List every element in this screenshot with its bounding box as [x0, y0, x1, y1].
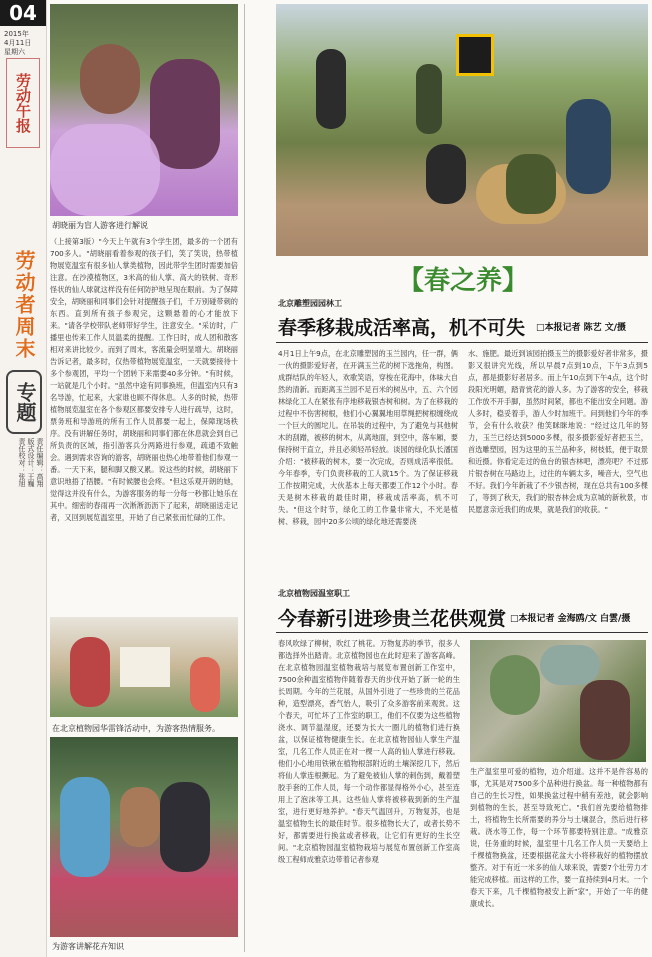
photo-caption: 为游客讲解花卉知识: [52, 942, 124, 951]
photo-flower-explanation: [50, 737, 238, 937]
date-line: 2015年: [4, 30, 29, 38]
issue-date: [4, 30, 31, 57]
photo-guide-with-visitors: [50, 4, 238, 216]
headline-rule: [276, 632, 648, 633]
article-byline: □本报记者 陈艺 文/摄: [536, 323, 627, 333]
column-divider: [244, 4, 245, 952]
date-line: 星期六: [4, 48, 25, 56]
article-body-column: 水、施肥。最近到该园拍摄玉兰的摄影爱好者非常多，摄影又很讲究光线，所以早晨7点到10点，下午3点到5点，都是摄影好者居多。而上午10点到下午4点，这个时段阳光明媚，踏青赏花的游人多。为了游客的安全，移栽工作放不开手脚，虽然时间紧，都也不能出安全问题。游人多时，稳妥着手，游人少时加班干。问到他们今年的季节，会有什么收获？他笑眯眯地说："经过这几年的努力，玉兰已经达到5000多棵，很多摄影爱好者把玉兰，首选雕塑园，因为这里的玉兰品种多，树枝低，便于取景和近摄。你看定走过的鱼台的银杏林吧，漂亮吧？不过那片银杏树在马路边上，过往的车辆太多，噪音大，空气也不好。我们今年新栽了不少银杏树，现在总共有100多棵了，等到了秋天，我们的银杏林会成为京城的新秋景，市民愿意亲近我们的成果，就是我们的收获。": [468, 349, 648, 514]
date-line: 4月11日: [4, 39, 32, 47]
article-kicker: 北京雕塑园园林工: [278, 299, 342, 308]
article-kicker: 北京植物园温室职工: [278, 589, 350, 598]
credit-line: 责任校对：张旭: [18, 438, 26, 487]
editor-credits: [4, 438, 44, 508]
photo-caption: 在北京植物园华雷锋活动中，为游客热情服务。: [52, 724, 220, 733]
page-number: 04: [0, 0, 46, 26]
article-body-column: 春风吹绿了柳树，吹红了桃花。万物复苏的季节，很多人都选择外出踏青。北京植物园也在此时迎来了游客高峰。在北京植物园温室植物栽培与展览布置创新工作室中，7500余种温室植物伴随着春天的步伐开始了新一轮的生长周期。今年的兰花展，从国外引进了一些珍贵的兰花品种，造型漂亮，香气怡人，吸引了众多游客前来观赏。这个春天，可忙坏了工作室的职工，他们不仅要为这些植物浇水、调节温湿度，还要为长大一圈儿的植物们进行换盆，以保证植物健康生长。在北京植物园仙人掌生产温室，几名工作人员正在对一棵一人高的仙人掌进行移栽。他们小心地用铁锹在植物根部附近的土壤深挖几下，然后将仙人掌连根撅起。为了避免被仙人掌的刺伤到，戴着塑胶手套的工作人员，每一个动作都显得格外小心，甚至连用上了泡沫等工具。这些仙人掌将被移栽到新的生产温室，进行更好地养护。"春天气温回升，万物复苏，也是温室植物生长的最佳时节。很多植物长大了，或者长势不好，都需要进行换盆或者移栽，让它们有更好的生长空间。"北京植物园温室植物栽培与展览布置创新工作室高级工程师成雅京边带着记者参观: [278, 639, 460, 864]
credit-line: 责任编辑：高翔: [36, 438, 44, 487]
section-title: 劳动者周末: [12, 250, 36, 360]
credit-line: 版式设计：王巍: [27, 438, 35, 487]
article-headline: 今春新引进珍贵兰花供观赏: [278, 608, 507, 630]
article-headline: 春季移栽成活率高，机不可失: [278, 317, 526, 339]
topic-label: 专题: [6, 370, 42, 434]
photo-volunteer-service: [50, 617, 238, 717]
article-byline: □本报记者 金海鸥/文 白雲/摄: [510, 614, 631, 624]
photo-tree-transplanting: [276, 4, 648, 256]
article-body-column: 生产温室里可爱的植物，边介绍道。这并不是件容易的事，尤其是对7500多个品种进行换盆。每一种植物都有自己的生长习性，如果换盆过程中稍有差池，就会影响到植物的生长，甚至导致死亡。"我们首先要给植物排土，将植物生长所需要的养分与土壤混合，然后进行移栽。浇水等工作，每一个环节都要特别注意。"成雅京说，任务重的时候，温室里十几名工作人员一天要给上千棵植物换盆，还要根据花盆大小将移栽好的植物摆放整齐。对于有近一米多的仙人球来说，需要7个壮劳力才能完成移植。而这样的工作，要一直持续到4月末。一个春天下来，几千棵植物被安上新"家"，开始了一年的健康成长。: [470, 767, 648, 908]
headline-rule: [276, 342, 648, 343]
article-continuation-text: （上接第3版）"今天上午就有3个学生团，最多的一个团有700多人。"胡晓丽看着参观的孩子们，笑了笑说，热带植物展览温室有很多仙人掌类植物，因此带学生团时需要加倍注意。在沙漠植物区，3米高的仙人掌、高大的铁树、奇形怪状的仙人球就这样没有任何防护地呈现在眼前。为了保障安全，胡晓丽和同事们会针对提醒孩子们，千万别碰带刺的东西。直到所有孩子参观完，这颗悬着的心才能放下来。"请各学校带队老师带好学生，注意安全。"采访时，广播里也传来工作人员温柔的提醒。工作日时，成人团和散客相对来讲比较少。而到了周末，客流量会明显增大。胡晓丽告诉记者，最多时，仅热带植物展览温室，一天就要接待十多个参观团，平均一个团转下来需要40多分钟。"有时候，一站就是几个小时。"虽然中途有同事换班，但温室内只有3名导游，忙起来，大家谁也顾不得休息。人多的时候，热带植物展览温室在各个参观区都要安排专人进行疏导，这时，票务班和导游班的所有工作人员都要一起上，保障现场秩序。没有讲解任务时，胡晓丽和同事们都在休息就会到自己所负责的区域，指引游客兵分两路进行参观，疏通不致触会。遇到需求咨询的游客，胡晓丽也热心地带着他们参观一番。一天下来，腿和脚又酸又累。说这些的时候，胡晓丽下意识地捂了捂腰。"有时候腰也会疼。"但这乐观开朗的她，觉得这并没有什么，为游客服务的每一分每一秒都让她乐在其中。细密的春雨再一次淅淅沥沥下了起来，胡晓丽送走记者，又回到展览温室里，开始了自己紧张而忙碌的工作。: [50, 237, 238, 522]
article-body-column: 4月1日上午9点，在北京雕塑园的玉兰园内，任一群，俩一伙的摄影爱好者，在开满玉兰花的树下选拖角，构图。成群结队的年轻人，欢歌笑语，穿梭在花海中，体味大自然的清新。而距离玉兰园不足百米的树丛中，五、六个园林绿化工人在紧张有序地移栽银杏树和树。为了在移栽的过程中不伤害树根，他们小心翼翼地用草绳把树根缠绕成一个巨大的圆坨儿。在吊装的过程中，为了避免与其他树木的刮蹭，被移的树木，从离地面，到空中，落车厢，要保持树干直立，并且必须轻吊轻放。谈园的绿化队长潘国介绍："被移栽的树木，要一次完成，否则成活率很低。今年春季，专门负责移栽的工人就15个。为了保证移栽工作按期完成，大伙基本上每天都要工作12个小时。春天是树木移栽的最佳时期，移栽成活率高，机不可失。"但这个时节，绿化工的工作量非常大，不光是植树、移栽，园中20多公顷的绿化地还需要浇: [278, 349, 458, 526]
newspaper-logo: 劳动午报: [6, 58, 40, 148]
section-heading: 【春之养】: [398, 266, 529, 296]
photo-caption: 胡晓丽为盲人游客进行解说: [52, 221, 148, 230]
photo-cactus-transplanting: [470, 640, 646, 762]
